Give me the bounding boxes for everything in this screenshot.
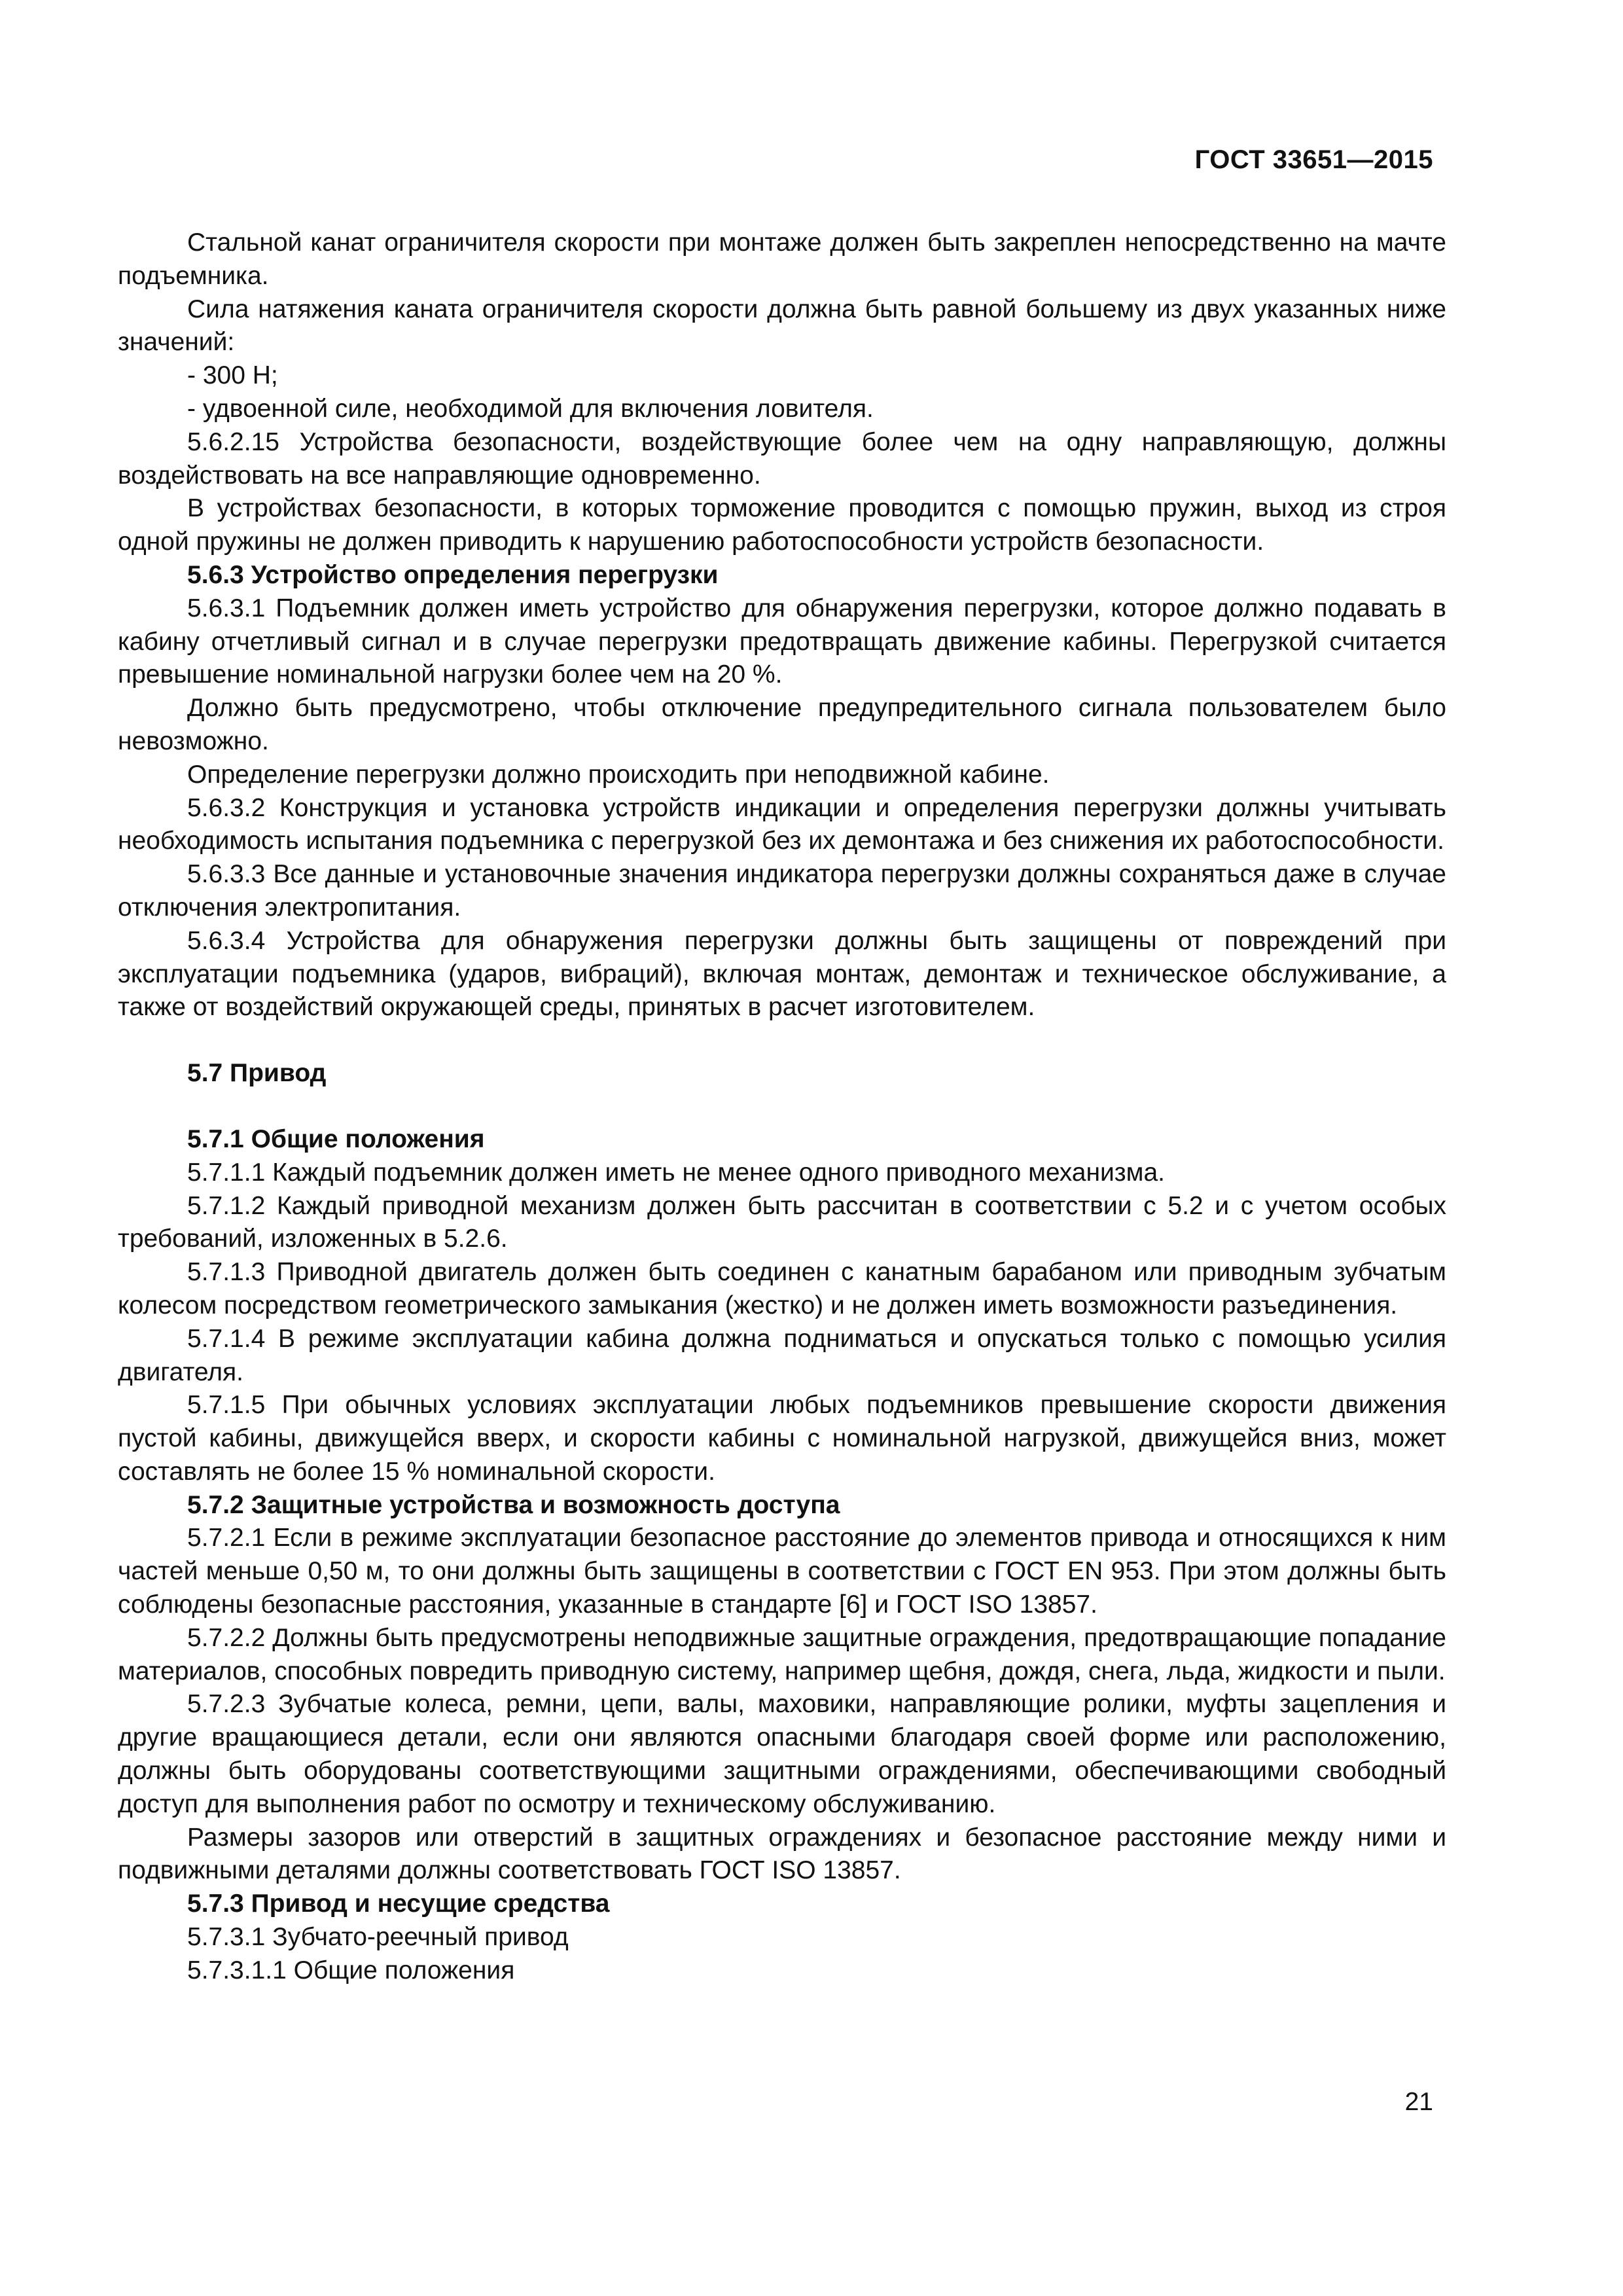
section-heading: 5.6.3 Устройство определения перегрузки xyxy=(187,560,719,589)
paragraph: Стальной канат ограничителя скорости при монтаже должен быть закреплен непосредственно на мачте подъемника. xyxy=(118,228,1446,290)
paragraph: 5.7.2.1 Если в режиме эксплуатации безопасное расстояние до элементов привода и относящихся к ним частей меньше 0,50 м, то они должны быть защищены в соответствии с ГОСТ EN 953. При этом должны быть соблюдены безопасные расстояния, указанные в стандарте [6] и ГОСТ ISO 13857. xyxy=(118,1524,1446,1619)
paragraph: 5.7.1.1 Каждый подъемник должен иметь не менее одного приводного механизма. xyxy=(187,1158,1166,1187)
list-item: - удвоенной силе, необходимой для включения ловителя. xyxy=(187,394,874,423)
paragraph: Сила натяжения каната ограничителя скорости должна быть равной большему из двух указанных ниже значений: xyxy=(118,295,1446,357)
section-heading: 5.7 Привод xyxy=(187,1059,327,1088)
paragraph: 5.7.3.1 Зубчато-реечный привод xyxy=(187,1923,569,1952)
paragraph: В устройствах безопасности, в которых торможение проводится с помощью пружин, выход из строя одной пружины не должен приводить к нарушению работоспособности устройств безопасности. xyxy=(118,494,1446,556)
paragraph: 5.7.1.4 В режиме эксплуатации кабина должна подниматься и опускаться только с помощью усилия двигателя. xyxy=(118,1324,1446,1386)
paragraph: 5.7.3.1.1 Общие положения xyxy=(187,1956,515,1984)
page-number: 21 xyxy=(1404,2088,1433,2116)
document-code: ГОСТ 33651—2015 xyxy=(1194,145,1433,174)
paragraph: 5.6.2.15 Устройства безопасности, воздействующие более чем на одну направляющую, должны воздействовать на все направляющие одновременно. xyxy=(118,427,1446,490)
paragraph: Должно быть предусмотрено, чтобы отключение предупредительного сигнала пользователем было невозможно. xyxy=(118,694,1446,755)
section-heading: 5.7.1 Общие положения xyxy=(187,1124,485,1153)
paragraph: 5.7.2.3 Зубчатые колеса, ремни, цепи, валы, маховики, направляющие ролики, муфты зацепления и другие вращающиеся детали, если они являются опасными благодаря своей форме или расположению, должны быть оборудованы соответствующими защитными ограждениями, обеспечивающими свободный доступ для выполнения работ по осмотру и техническому обслуживанию. xyxy=(118,1690,1446,1818)
paragraph: 5.6.3.3 Все данные и установочные значения индикатора перегрузки должны сохраняться даже в случае отключения электропитания. xyxy=(118,860,1446,922)
paragraph: 5.7.1.3 Приводной двигатель должен быть соединен с канатным барабаном или приводным зубчатым колесом посредством геометрического замыкания (жестко) и не должен иметь возможности разъединения. xyxy=(118,1258,1446,1319)
paragraph: 5.7.1.5 При обычных условиях эксплуатации любых подъемников превышение скорости движения пустой кабины, движущейся вверх, и скорости кабины с номинальной нагрузкой, движущейся вниз, может составлять не более 15 % номинальной скорости. xyxy=(118,1391,1446,1486)
paragraph: Определение перегрузки должно происходить при неподвижной кабине. xyxy=(187,760,1050,789)
paragraph: 5.6.3.4 Устройства для обнаружения перегрузки должны быть защищены от повреждений при эксплуатации подъемника (ударов, вибраций), включая монтаж, демонтаж и техническое обслуживание, а также от воздействий окружающей среды, принятых в расчет изготовителем. xyxy=(118,926,1446,1022)
paragraph: 5.6.3.1 Подъемник должен иметь устройство для обнаружения перегрузки, которое должно подавать в кабину отчетливый сигнал и в случае перегрузки предотвращать движение кабины. Перегрузкой считается превышение номинальной нагрузки более чем на 20 %. xyxy=(118,594,1446,689)
paragraph: 5.7.1.2 Каждый приводной механизм должен быть рассчитан в соответствии с 5.2 и с учетом особых требований, изложенных в 5.2.6. xyxy=(118,1191,1446,1253)
section-heading: 5.7.2 Защитные устройства и возможность доступа xyxy=(187,1490,840,1519)
list-item: - 300 Н; xyxy=(187,361,278,390)
paragraph: 5.6.3.2 Конструкция и установка устройств индикации и определения перегрузки должны учитывать необходимость испытания подъемника с перегрузкой без их демонтажа и без снижения их работоспособности. xyxy=(118,793,1446,855)
paragraph: Размеры зазоров или отверстий в защитных ограждениях и безопасное расстояние между ними и подвижными деталями должны соответствовать ГОСТ ISO 13857. xyxy=(118,1823,1446,1885)
paragraph: 5.7.2.2 Должны быть предусмотрены неподвижные защитные ограждения, предотвращающие попадание материалов, способных повредить приводную систему, например щебня, дождя, снега, льда, жидкости и пыли. xyxy=(118,1623,1446,1685)
page-body xyxy=(118,226,1446,1988)
section-heading: 5.7.3 Привод и несущие средства xyxy=(187,1890,610,1918)
